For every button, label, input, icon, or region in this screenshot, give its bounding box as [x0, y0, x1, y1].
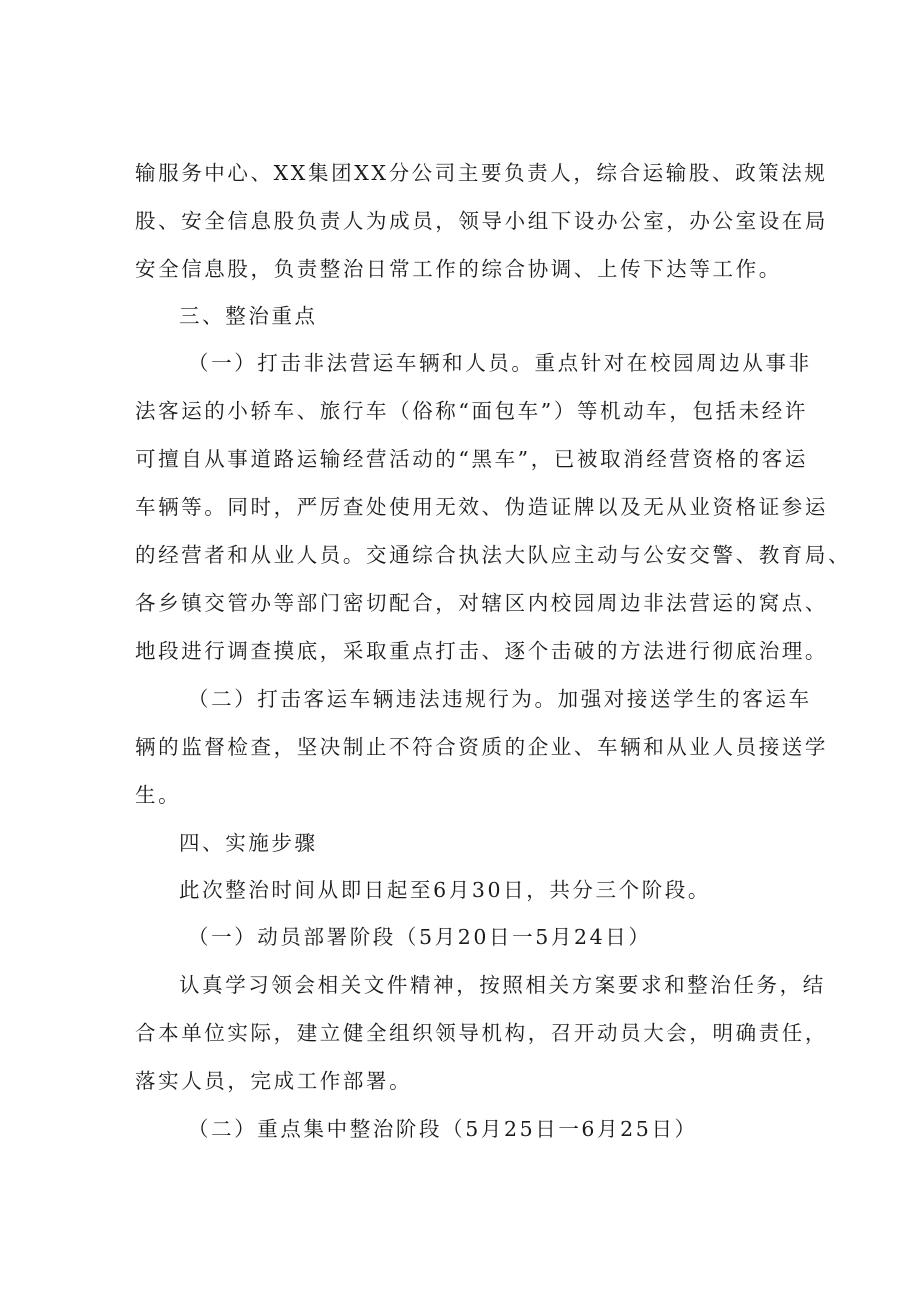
paragraph-line: 地段进行调查摸底，采取重点打击、逐个击破的方法进行彻底治理。 — [135, 639, 828, 663]
section-heading-4: 四、实施步骤 — [179, 831, 318, 855]
paragraph-line: （二）打击客运车辆违法违规行为。加强对接送学生的客运车 — [188, 687, 812, 711]
subsection-heading: （二）重点集中整治阶段（5月25日一6月25日） — [188, 1117, 698, 1141]
paragraph-line: 可擅自从事道路运输经营活动的“黑车”，已被取消经营资格的客运 — [135, 447, 808, 471]
paragraph-line: 合本单位实际，建立健全组织领导机构，召开动员大会，明确责任， — [135, 1021, 828, 1045]
paragraph-line: 安全信息股，负责整治日常工作的综合协调、上传下达等工作。 — [135, 257, 782, 281]
paragraph-line: 此次整治时间从即日起至6月30日，共分三个阶段。 — [179, 878, 712, 902]
paragraph-line: 各乡镇交管办等部门密切配合，对辖区内校园周边非法营运的窝点、 — [135, 591, 828, 615]
paragraph-line: 的经营者和从业人员。交通综合执法大队应主动与公安交警、教育局、 — [135, 543, 852, 567]
paragraph-line: 输服务中心、XX集团XX分公司主要负责人，综合运输股、政策法规 — [135, 161, 828, 185]
subsection-heading: （一）动员部署阶段（5月20日一5月24日） — [188, 925, 652, 949]
section-heading-3: 三、整治重点 — [179, 304, 318, 328]
paragraph-line: 车辆等。同时，严厉查处使用无效、伪造证牌以及无从业资格证参运 — [135, 495, 828, 519]
paragraph-line: 生。 — [135, 783, 182, 807]
paragraph-line: （一）打击非法营运车辆和人员。重点针对在校园周边从事非 — [188, 351, 812, 375]
paragraph-line: 股、安全信息股负责人为成员，领导小组下设办公室，办公室设在局 — [135, 209, 828, 233]
paragraph-line: 法客运的小轿车、旅行车（俗称“面包车”）等机动车，包括未经许 — [135, 399, 808, 423]
paragraph-line: 辆的监督检查，坚决制止不符合资质的企业、车辆和从业人员接送学 — [135, 735, 828, 759]
paragraph-line: 落实人员，完成工作部署。 — [135, 1069, 413, 1093]
paragraph-line: 认真学习领会相关文件精神，按照相关方案要求和整治任务，结 — [179, 973, 826, 997]
